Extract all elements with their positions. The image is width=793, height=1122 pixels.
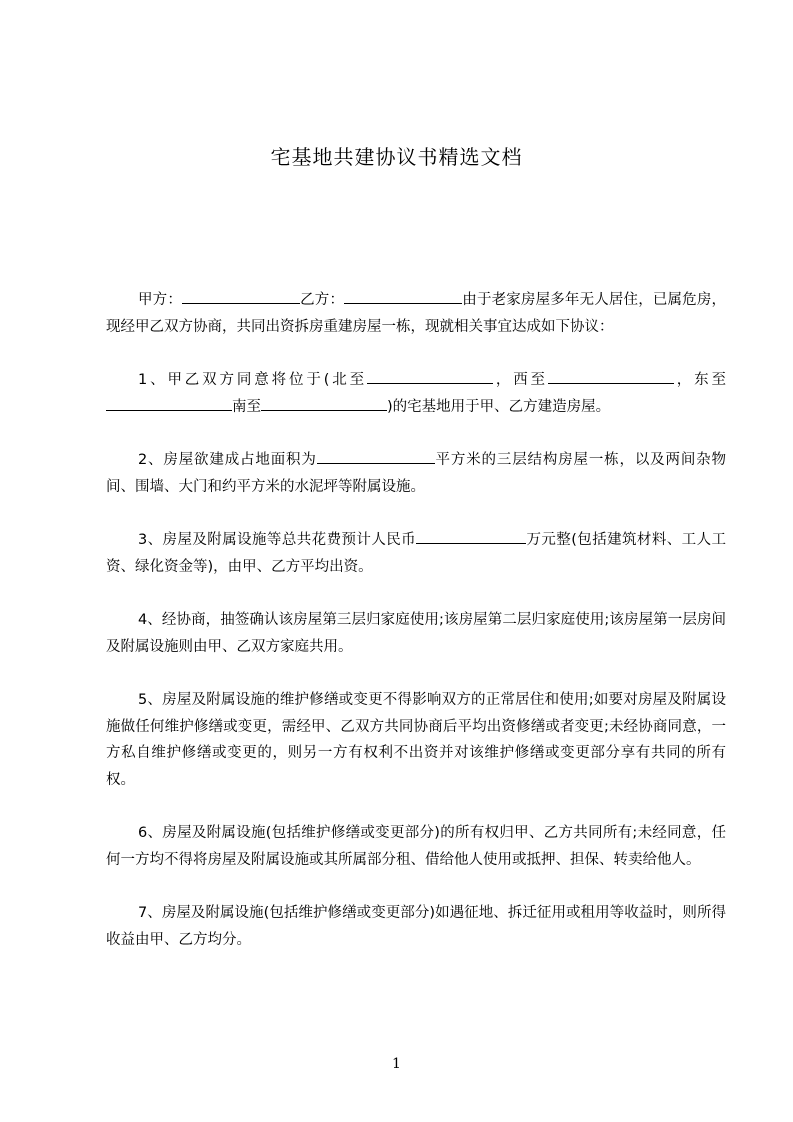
party-b-blank bbox=[344, 289, 462, 304]
page-number: 1 bbox=[392, 1056, 401, 1072]
south-boundary-blank bbox=[261, 396, 387, 411]
clause-5: 5、房屋及附属设施的维护修缮或变更不得影响双方的正常居住和使用;如要对房屋及附属设施做任何维护修缮或变更，需经甲、乙双方共同协商后平均出资修缮或者变更;未经协商同意，一方私自维护修缮或变更的，则另一方有权利不出资并对该维护修缮或变更部分享有共同的所有权。 bbox=[106, 692, 726, 788]
clause-3-text-a: 3、房屋及附属设施等总共花费预计人民币 bbox=[138, 532, 417, 548]
clause-1-text-a: 1、甲乙双方同意将位于(北至 bbox=[138, 372, 367, 388]
clause-1 bbox=[106, 367, 726, 420]
party-b-label: 乙方： bbox=[299, 292, 345, 308]
intro-text: 由于老家房屋多年无人居住，已属危房，现经甲乙双方协商，共同出资拆房重建房屋一栋，现就相关事宜达成如下协议： bbox=[106, 292, 727, 335]
document-title: 宅基地共建协议书精选文档 bbox=[270, 145, 523, 169]
party-a-label: 甲方： bbox=[138, 292, 182, 308]
clause-1-text-e: )的宅基地用于甲、乙方建造房屋。 bbox=[387, 398, 611, 415]
clause-7: 7、房屋及附属设施(包括维护修缮或变更部分)如遇征地、拆迁征用或租用等收益时，则所得收益由甲、乙方均分。 bbox=[106, 905, 726, 948]
clause-2 bbox=[106, 447, 726, 500]
clause-2-text-b: 平方米的三层结构房屋一栋，以及两间杂物间、围墙、大门和约平方米的水泥坪等附属设施。 bbox=[106, 452, 726, 495]
west-boundary-blank bbox=[548, 369, 674, 384]
clause-1-text-d: 南至 bbox=[232, 398, 261, 415]
clause-2-text-a: 2、房屋欲建成占地面积为 bbox=[138, 452, 317, 468]
party-a-blank bbox=[182, 289, 300, 304]
east-boundary-blank bbox=[106, 396, 232, 411]
cost-blank bbox=[416, 529, 526, 544]
intro-paragraph bbox=[106, 287, 726, 340]
area-blank bbox=[317, 449, 435, 464]
clause-4: 4、经协商，抽签确认该房屋第三层归家庭使用;该房屋第二层归家庭使用;该房屋第一层房间及附属设施则由甲、乙双方家庭共用。 bbox=[106, 612, 726, 655]
clause-3-text-b: 万元整(包括建筑材料、工人工资、绿化资金等)，由甲、乙方平均出资。 bbox=[106, 532, 726, 575]
document-body bbox=[106, 287, 726, 953]
clause-1-text-b: ，西至 bbox=[492, 372, 548, 388]
clause-6: 6、房屋及附属设施(包括维护修缮或变更部分)的所有权归甲、乙方共同所有;未经同意，任何一方均不得将房屋及附属设施或其所属部分租、借给他人使用或抵押、担保、转卖给他人。 bbox=[106, 825, 726, 868]
north-boundary-blank bbox=[367, 369, 493, 384]
clause-1-text-c: ，东至 bbox=[673, 372, 727, 388]
clause-3 bbox=[106, 527, 726, 580]
